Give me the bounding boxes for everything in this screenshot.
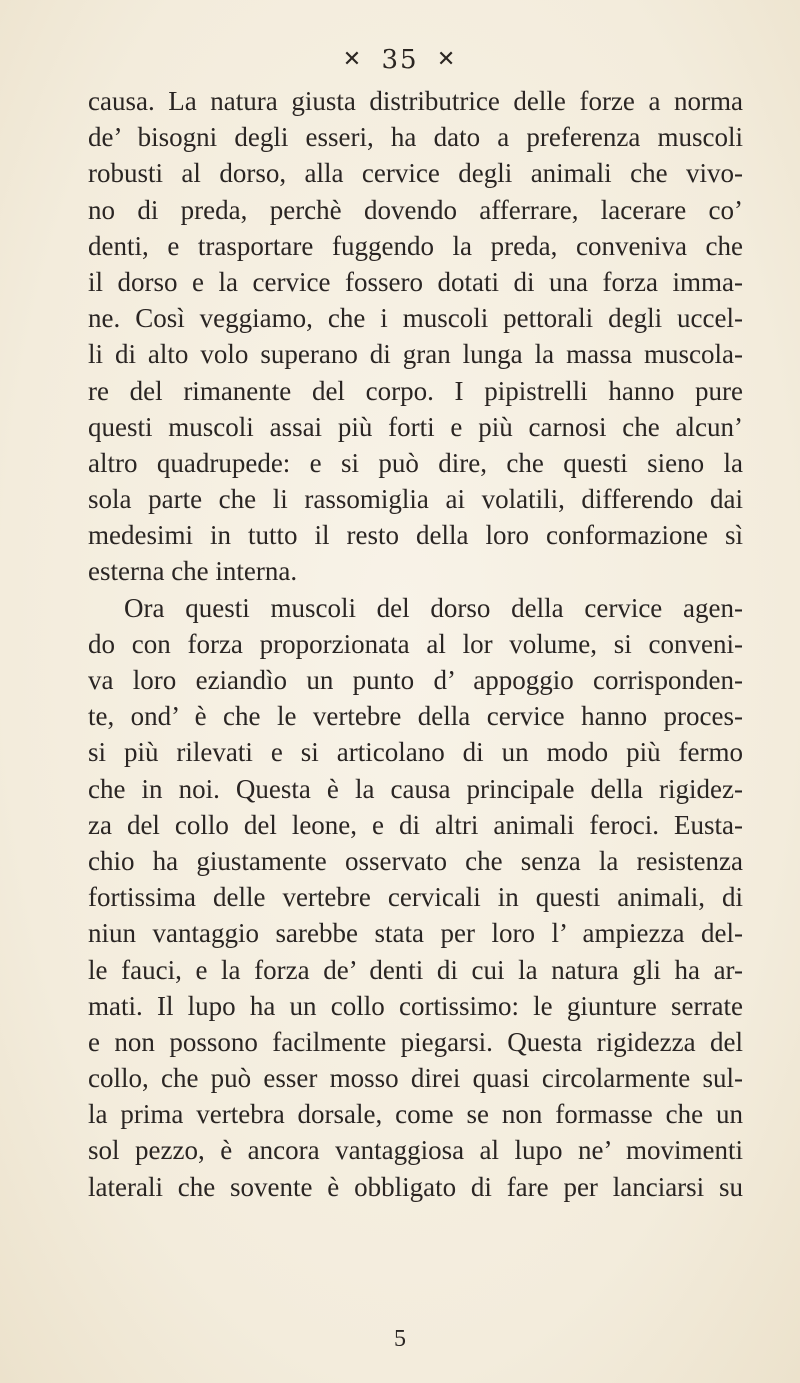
text-line: mati. Il lupo ha un collo cortissimo: le giunture serrate: [88, 990, 743, 1021]
text-line: esterna che interna.: [88, 556, 298, 587]
text-line: sola parte che li rassomiglia ai volatili, differendo dai: [88, 484, 743, 515]
text-line: ne. Così veggiamo, che i muscoli pettorali degli uccel-: [88, 303, 743, 334]
text-line: il dorso e la cervice fossero dotati di una forza imma-: [88, 266, 743, 297]
text-line: fortissima delle vertebre cervicali in questi animali, di: [88, 882, 743, 913]
text-line: le fauci, e la forza de’ denti di cui la natura gli ha ar-: [88, 954, 743, 985]
text-line: za del collo del leone, e di altri animali feroci. Eusta-: [88, 809, 743, 840]
text-line: sol pezzo, è ancora vantaggiosa al lupo ne’ movimenti: [88, 1135, 743, 1166]
text-line: collo, che può esser mosso direi quasi circolarmente sul-: [88, 1063, 743, 1094]
text-line: causa. La natura giusta distributrice delle forze a norma: [88, 86, 743, 116]
text-line: niun vantaggio sarebbe stata per loro l’ ampiezza del-: [88, 918, 743, 949]
text-line: e non possono facilmente piegarsi. Questa rigidezza del: [88, 1026, 743, 1057]
text-line: la prima vertebra dorsale, come se non formasse che un: [88, 1099, 743, 1130]
text-line: che in noi. Questa è la causa principale della rigidez-: [88, 773, 743, 804]
left-ornament-icon: ✕: [342, 47, 364, 72]
text-line: denti, e trasportare fuggendo la preda, conveniva che: [88, 230, 743, 261]
text-line: no di preda, perchè dovendo afferrare, lacerare co’: [88, 194, 743, 225]
text-line: robusti al dorso, alla cervice degli animali che vivo-: [88, 158, 743, 189]
text-line: laterali che sovente è obbligato di fare per lanciarsi su: [88, 1171, 743, 1202]
body-text: [88, 83, 743, 1205]
text-line: chio ha giustamente osservato che senza la resistenza: [88, 845, 743, 876]
text-line: altro quadrupede: e si può dire, che questi sieno la: [88, 447, 743, 478]
text-line: va loro eziandìo un punto d’ appoggio corrisponden-: [88, 665, 743, 695]
text-line: re del rimanente del corpo. I pipistrelli hanno pure: [88, 375, 743, 406]
text-line: medesimi in tutto il resto della loro conformazione sì: [88, 520, 743, 551]
text-line: do con forza proporzionata al lor volume, si conveni-: [88, 628, 743, 659]
text-line: de’ bisogni degli esseri, ha dato a preferenza muscoli: [88, 122, 743, 153]
text-line: te, ond’ è che le vertebre della cervice hanno proces-: [88, 701, 743, 732]
page-number: 35: [381, 45, 419, 75]
text-line: li di alto volo superano di gran lunga la massa muscola-: [88, 339, 743, 370]
text-line: questi muscoli assai più forti e più carnosi che alcun’: [88, 411, 743, 442]
running-header: [0, 45, 800, 75]
text-line: Ora questi muscoli del dorso della cervice agen-: [124, 592, 743, 623]
text-line: si più rilevati e si articolano di un modo più fermo: [88, 737, 743, 768]
signature-mark: 5: [394, 1326, 406, 1352]
right-ornament-icon: ✕: [436, 47, 458, 72]
